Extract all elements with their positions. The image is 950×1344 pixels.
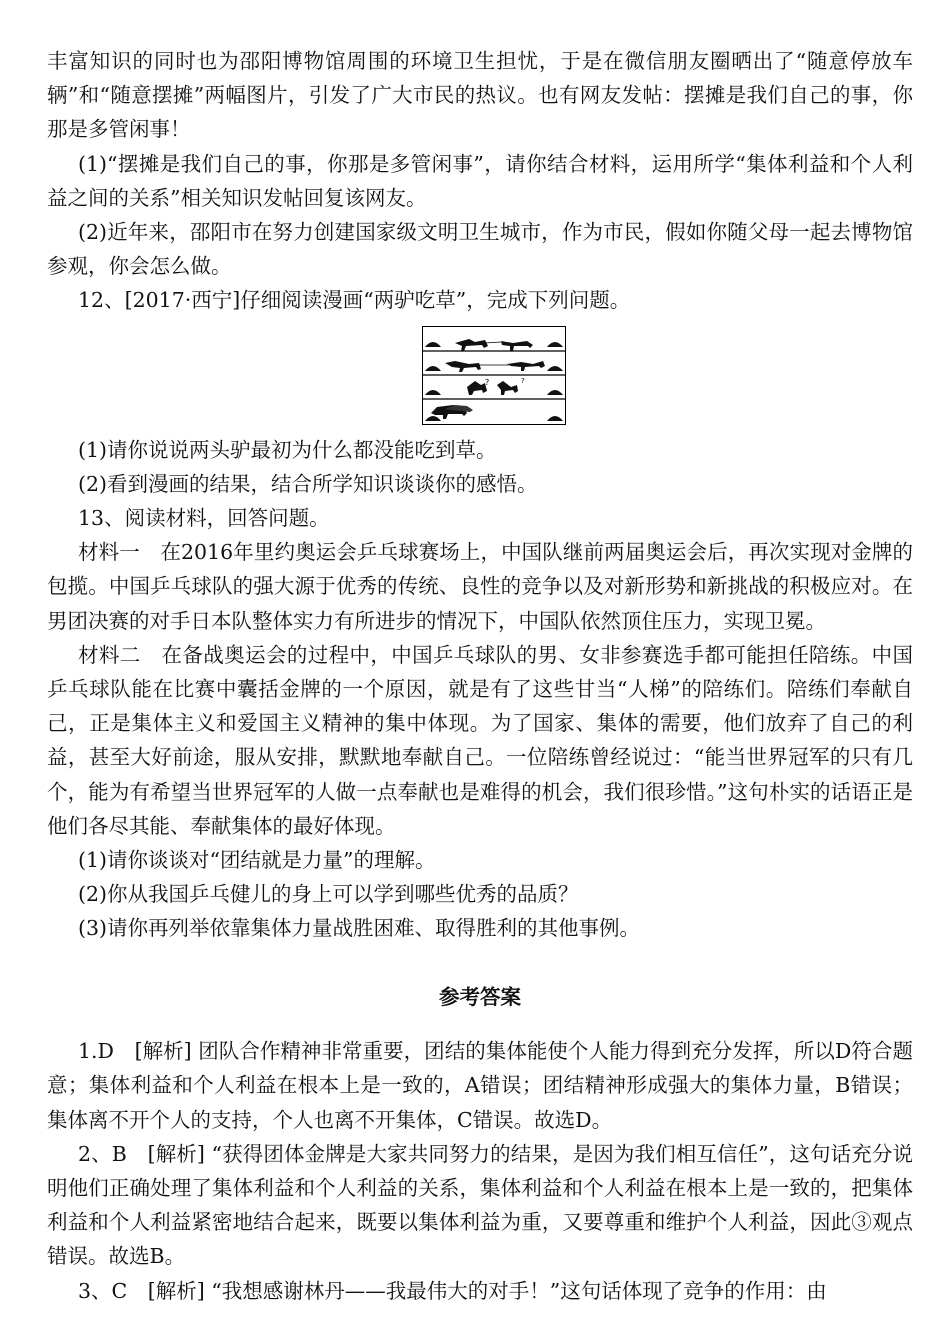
question-13-part-2: (2)你从我国乒乓健儿的身上可以学到哪些优秀的品质？	[78, 882, 579, 907]
question-12-title: 12、[2017·西宁]仔细阅读漫画“两驴吃草”，完成下列问题。	[78, 288, 631, 313]
answers-heading: 参考答案	[439, 984, 521, 1009]
two-donkeys-cartoon	[422, 326, 566, 425]
answer-2: 2、B [解析] “获得团体金牌是大家共同努力的结果，是因为我们相互信任”，这句话充分说明他们正确处理了集体利益和个人利益的关系，集体利益和个人利益在根本上是一致的，把集体利益和个人利益紧密地结合起来，既要以集体利益为重，又要尊重和维护个人利益，因此③观点错误。故选B。	[47, 1141, 913, 1269]
question-11-part-1: (1)“摆摊是我们自己的事，你那是多管闲事”，请你结合材料，运用所学“集体利益和个人利益之间的关系”相关知识发帖回复该网友。	[47, 151, 913, 210]
paragraph-context: 丰富知识的同时也为邵阳博物馆周围的环境卫生担忧，于是在微信朋友圈晒出了“随意停放车辆”和“随意摆摊”两幅图片，引发了广大市民的热议。也有网友发帖：摆摊是我们自己的事，你那是多管闲事！	[47, 49, 913, 142]
svg-text:?: ?	[521, 376, 525, 385]
question-13-part-3: (3)请你再列举依靠集体力量战胜困难、取得胜利的其他事例。	[78, 916, 641, 941]
question-11-part-2: (2)近年来，邵阳市在努力创建国家级文明卫生城市，作为市民，假如你随父母一起去博物馆参观，你会怎么做。	[47, 220, 913, 279]
question-12-part-2: (2)看到漫画的结果，结合所学知识谈谈你的感悟。	[78, 471, 538, 496]
question-12-part-1: (1)请你说说两头驴最初为什么都没能吃到草。	[78, 437, 497, 462]
question-13-part-1: (1)请你谈谈对“团结就是力量”的理解。	[78, 848, 436, 873]
answer-1: 1.D [解析] 团队合作精神非常重要，团结的集体能使个人能力得到充分发挥，所以D符合题意；集体利益和个人利益在根本上是一致的，A错误；团结精神形成强大的集体力量，B错误；集体离不开个人的支持，个人也离不开集体，C错误。故选D。	[47, 1039, 913, 1132]
cartoon-drawing	[423, 327, 565, 424]
question-13-title: 13、阅读材料，回答问题。	[78, 506, 330, 531]
material-two: 材料二 在备战奥运会的过程中，中国乒乓球队的男、女非参赛选手都可能担任陪练。中国乒乓球队能在比赛中囊括金牌的一个原因，就是有了这些甘当“人梯”的陪练们。陪练们奉献自己，正是集体主义和爱国主义精神的集中体现。为了国家、集体的需要，他们放弃了自己的利益，甚至大好前途，服从安排，默默地奉献自己。一位陪练曾经说过：“能当世界冠军的只有几个，能为有希望当世界冠军的人做一点奉献也是难得的机会，我们很珍惜。”这句朴实的话语正是他们各尽其能、奉献集体的最好体现。	[47, 642, 913, 838]
answer-3: 3、C [解析] “我想感谢林丹——我最伟大的对手！”这句话体现了竞争的作用：由	[78, 1278, 827, 1303]
svg-text:?: ?	[485, 377, 490, 387]
document-page	[47, 44, 913, 1308]
material-one: 材料一 在2016年里约奥运会乒乓球赛场上，中国队继前两届奥运会后，再次实现对金牌的包揽。中国乒乓球队的强大源于优秀的传统、良性的竞争以及对新形势和新挑战的积极应对。在男团决赛的对手日本队整体实力有所进步的情况下，中国队依然顶住压力，实现卫冕。	[47, 540, 913, 633]
